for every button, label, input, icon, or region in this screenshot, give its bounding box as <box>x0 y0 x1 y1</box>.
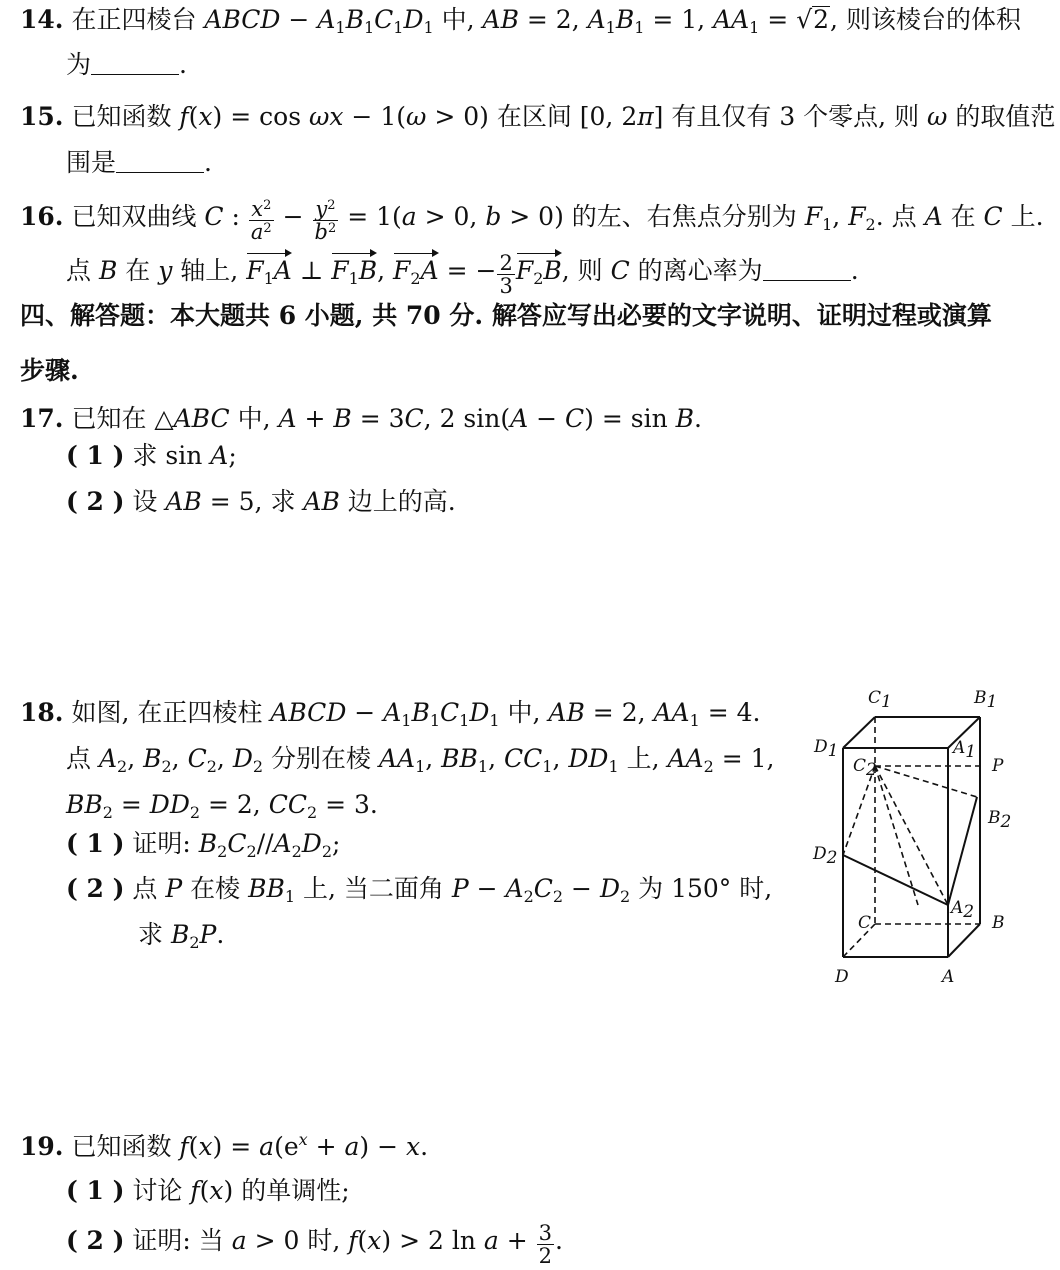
label-A2: A2 <box>951 898 975 922</box>
fraction: $\frac{x^2}{a^2}$ <box>250 197 272 245</box>
fraction: $\frac{y^2}{b^2}$ <box>314 197 337 245</box>
problem-19-part-1: ( 1 ) 讨论 f(x) 的单调性; <box>66 1176 350 1205</box>
problem-19-part-2: ( 2 ) 证明: 当 a > 0 时, f(x) > 2 ln a + $\frac{3}{2}$ . <box>66 1221 563 1269</box>
problem-18-part-2: ( 2 ) 点 P 在棱 $BB_1$ 上, 当二面角 $P - A_2C_2 - D_2$ 为 150° 时, <box>66 874 773 906</box>
label-D1: D1 <box>814 737 839 761</box>
answer-blank[interactable] <box>763 279 851 281</box>
problem-14-line-2: 为 . <box>66 50 187 79</box>
answer-blank[interactable] <box>116 171 204 173</box>
problem-17-stem: 17. 已知在 △ABC 中, A + B = 3C, 2 sin(A − C) = sin B. <box>20 404 702 433</box>
problem-18-part-2-cont: 求 $B_2P$. <box>138 920 225 952</box>
label-P: P <box>992 756 1004 776</box>
problem-15-line-2: 围是 . <box>66 148 212 177</box>
problem-16-line-2: 点 B 在 y 轴上, $F_1A$ ⊥ $F_1B$, $F_2A$ = − $\frac{2}{3}$ $F_2B$, 则 C 的离心率为 . <box>66 251 859 299</box>
label-C: C <box>858 913 872 933</box>
problem-14-line-1: 14. 在正四棱台 ABCD − $A_1B_1C_1D_1$ 中, AB = 2, $A_1B_1 = 1$, $AA_1 = √2$, 则该棱台的体积 <box>20 5 1021 37</box>
problem-17-part-1: ( 1 ) 求 sin A; <box>66 441 237 470</box>
label-B2: B2 <box>988 808 1012 832</box>
problem-18-line-2: 点 $A_2$, $B_2$, $C_2$, $D_2$ 分别在棱 $AA_1$, $BB_1$, $CC_1$, $DD_1$ 上, $AA_2 = 1$, <box>66 744 775 776</box>
problem-18-line-3: $BB_2 = DD_2 = 2$, $CC_2 = 3$. <box>66 790 378 822</box>
label-D: D <box>835 967 849 985</box>
label-C1: C1 <box>868 688 892 712</box>
problem-15-line-1: 15. 已知函数 f(x) = cos ωx − 1(ω > 0) 在区间 [0, 2π] 有且仅有 3 个零点, 则 ω 的取值范 <box>20 102 1056 131</box>
problem-18-line-1: 18. 如图, 在正四棱柱 ABCD − $A_1B_1C_1D_1$ 中, AB = 2, $AA_1 = 4$. <box>20 698 761 730</box>
problem-18-part-1: ( 1 ) 证明: $B_2C_2//A_2D_2$; <box>66 829 341 861</box>
prism-figure <box>808 685 1028 985</box>
problem-17-part-2: ( 2 ) 设 AB = 5, 求 AB 边上的高. <box>66 487 456 516</box>
problem-19-stem: 19. 已知函数 $f(x) = a(e^x + a) - x$. <box>20 1130 429 1161</box>
label-B1: B1 <box>974 688 998 712</box>
label-A1: A1 <box>953 738 977 762</box>
problem-16-line-1: 16. 已知双曲线 C : $\frac{x^2}{a^2}$ − $\frac{y^2}{b^2}$ = 1(a > 0, b > 0) 的左、右焦点分别为 $F_1$, $F_2$. 点 A 在 C 上. <box>20 197 1044 245</box>
label-C2: C2 <box>853 756 877 780</box>
fraction: $\frac{2}{3}$ <box>499 251 513 299</box>
label-A: A <box>942 967 955 985</box>
section-heading: 四、解答题：本大题共 6 小题, 共 70 分. 解答应写出必要的文字说明、证明过程或演算 <box>20 301 992 330</box>
label-D2: D2 <box>813 844 838 868</box>
section-heading-cont: 步骤. <box>20 356 79 385</box>
fraction: $\frac{3}{2}$ <box>538 1221 552 1269</box>
answer-blank[interactable] <box>91 73 179 75</box>
label-B: B <box>992 913 1005 933</box>
